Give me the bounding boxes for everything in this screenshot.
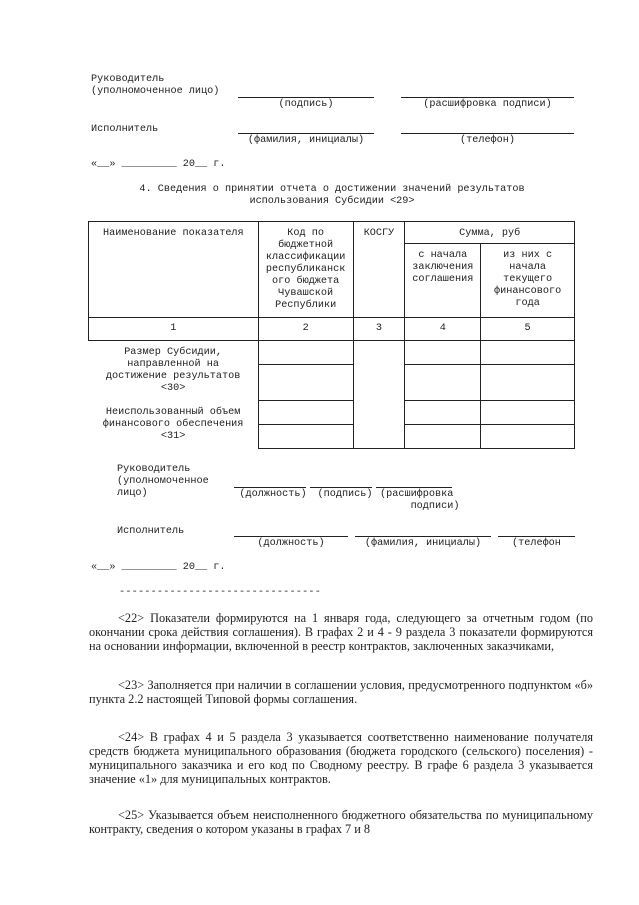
- phone-line: [401, 133, 574, 134]
- header-sum: Сумма, руб: [405, 222, 575, 244]
- position-caption: (должность): [239, 489, 307, 500]
- signature-caption-2: (подпись): [317, 489, 373, 500]
- column-numbers-row: [89, 318, 575, 341]
- phone-caption-2: (телефон: [512, 538, 561, 549]
- head-label-2: Руководитель (уполномоченное лицо): [117, 464, 209, 499]
- table-row: [89, 401, 575, 425]
- footnote-22: <22> Показатели формируются на 1 января года, следующего за отчетным годом (по окончании срока действия соглашения). В графах 2 и 4 - 9 раздела 3 показатели формируются на основании информации, включенной в реестр контрактов, заключенных заказчиками,: [89, 611, 593, 653]
- col-number: 3: [353, 318, 405, 341]
- date-line-2: «__» _________ 20__ г.: [91, 562, 226, 573]
- table-cell: [258, 401, 353, 425]
- table-cell: [258, 341, 353, 365]
- executor-label: Исполнитель: [91, 124, 159, 135]
- decoding-line: [401, 97, 574, 98]
- row-unused-label: Неиспользованный объем финансового обеспечения <31>: [89, 401, 259, 449]
- section-title: 4. Сведения о принятии отчета о достижении значений результатов использования Субсидии <29>: [139, 184, 525, 207]
- footnote-23: <23> Заполняется при наличии в соглашении условия, предусмотренного подпунктом «б» пункта 2.2 настоящей Типовой формы соглашения.: [89, 678, 593, 706]
- header-code: Код по бюджетной классификации республиканск ого бюджета Чувашской Республики: [258, 222, 353, 318]
- position-line-2: [234, 536, 348, 537]
- decoding-caption: (расшифровка подписи): [423, 99, 552, 110]
- footnote-separator: --------------------------------: [119, 587, 322, 598]
- col-number: 5: [481, 318, 575, 341]
- header-name: Наименование показателя: [89, 222, 259, 318]
- header-kosgu: КОСГУ: [353, 222, 405, 318]
- table-cell: [481, 425, 575, 449]
- table-cell: [481, 365, 575, 401]
- position-caption-2: (должность): [257, 538, 325, 549]
- table-cell: [258, 365, 353, 401]
- date-line: «__» _________ 20__ г.: [91, 159, 226, 170]
- decoding-line-2: [376, 487, 452, 488]
- phone-caption: (телефон): [459, 135, 516, 146]
- signature-caption: (подпись): [278, 99, 334, 110]
- table-cell: [405, 425, 481, 449]
- name-caption: (фамилия, инициалы): [247, 135, 365, 146]
- table-cell: [405, 365, 481, 401]
- position-line: [234, 487, 306, 488]
- col-number: 1: [89, 318, 259, 341]
- col-number: 2: [258, 318, 353, 341]
- table-cell: [405, 401, 481, 425]
- signature-line: [238, 97, 374, 98]
- header-sum-current: из них с начала текущего финансового года: [481, 244, 575, 318]
- row-subsidy-label: Размер Субсидии, направленной на достижение результатов <30>: [89, 341, 259, 401]
- phone-line-2: [498, 536, 575, 537]
- table-cell: [481, 401, 575, 425]
- table-row: [89, 341, 575, 365]
- name-line: [238, 133, 374, 134]
- header-sum-start: с начала заключения соглашения: [405, 244, 481, 318]
- decoding-caption-2: (расшифровка подписи): [380, 489, 460, 512]
- executor-label-2: Исполнитель: [117, 526, 185, 537]
- table-cell: [481, 341, 575, 365]
- table-cell: [405, 341, 481, 365]
- acceptance-table: [88, 221, 575, 449]
- table-cell-kosgu: [353, 341, 405, 449]
- footnote-24: <24> В графах 4 и 5 раздела 3 указывается соответственно наименование получателя средств бюджета муниципального образования (бюджета городского (сельского) поселения) - муниципального заказчика и его код по Сводному реестру. В графе 6 раздела 3 указывается значение «1» для муниципальных контрактов.: [89, 730, 593, 786]
- head-label: Руководитель (уполномоченное лицо): [91, 74, 220, 97]
- name-caption-2: (фамилия, инициалы): [364, 538, 482, 549]
- footnote-25: <25> Указывается объем неисполненного бюджетного обязательства по муниципальному контракту, сведения о котором указаны в графах 7 и 8: [89, 808, 593, 836]
- signature-line-2: [310, 487, 372, 488]
- col-number: 4: [405, 318, 481, 341]
- name-line-2: [355, 536, 491, 537]
- table-cell: [258, 425, 353, 449]
